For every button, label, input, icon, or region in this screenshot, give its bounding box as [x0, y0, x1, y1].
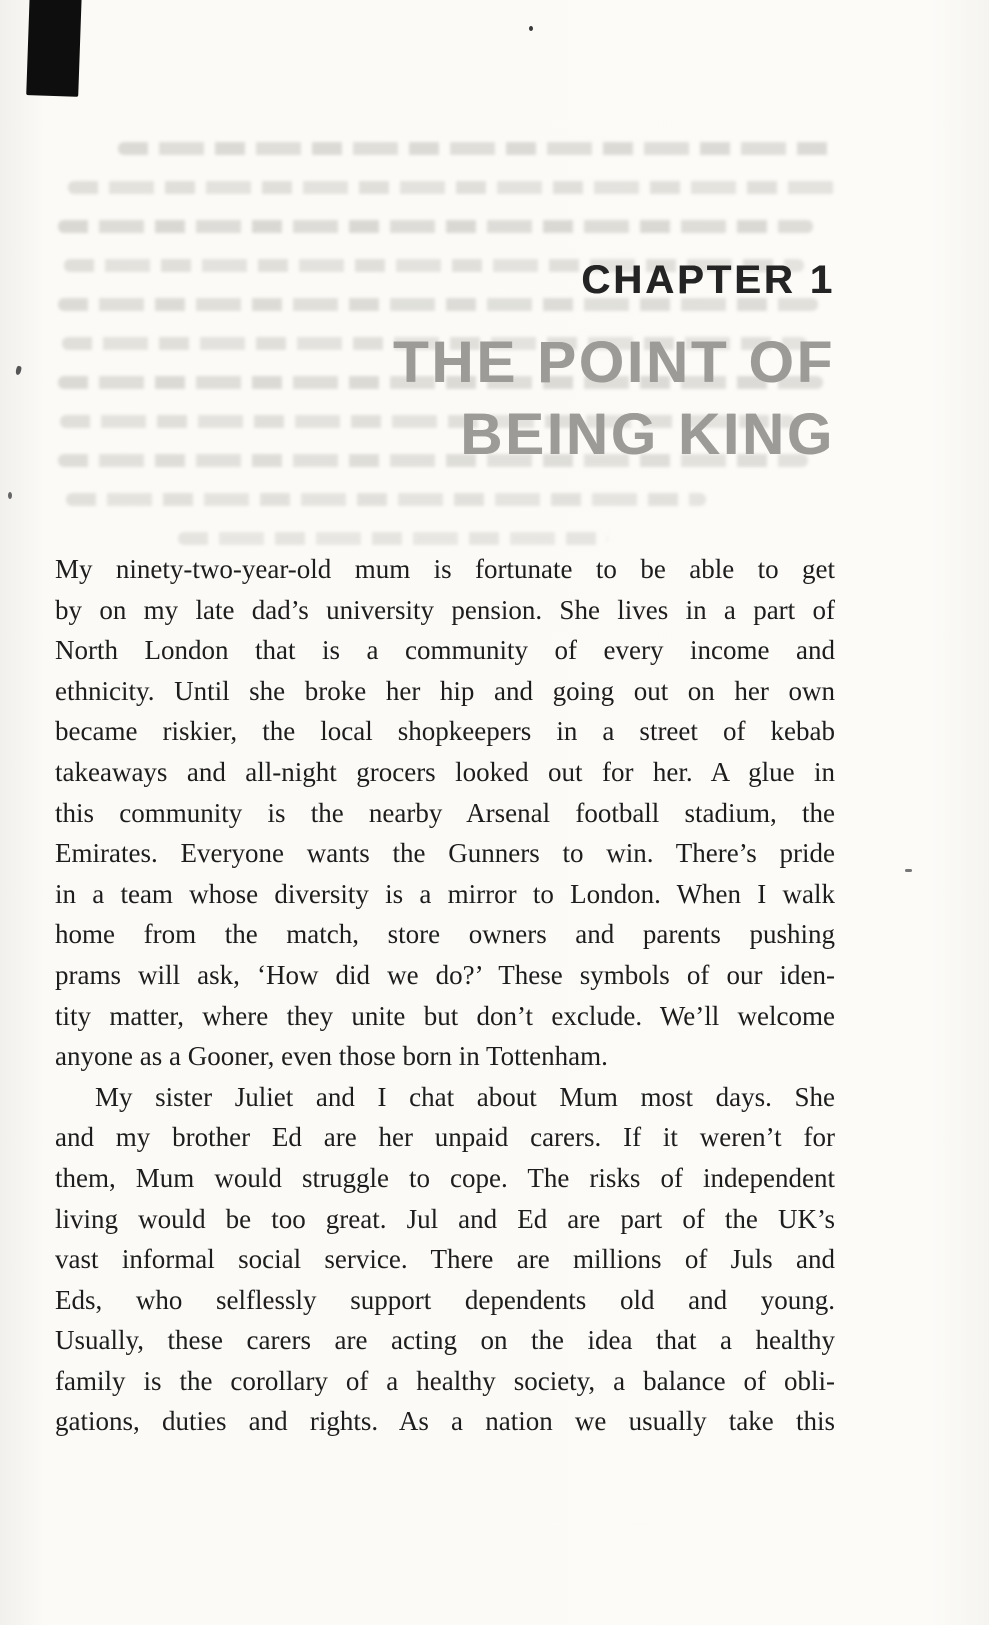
text-line: gations, duties and rights. As a nation we usually take this [55, 1406, 835, 1437]
text-line: takeaways and all-night grocers looked out for her. A glue in [55, 756, 835, 787]
text-line: Emirates. Everyone wants the Gunners to win. There’s pride [55, 838, 835, 869]
text-line: and my brother Ed are her unpaid carers. If it weren’t for [55, 1122, 835, 1153]
chapter-title-line-1: THE POINT OF [393, 330, 835, 395]
body-text [55, 554, 835, 1447]
show-through-line [178, 532, 608, 545]
text-line: this community is the nearby Arsenal football stadium, the [55, 797, 835, 828]
scan-corner-mark [26, 0, 82, 97]
show-through-line [68, 181, 838, 194]
text-line: home from the match, store owners and parents pushing [55, 919, 835, 950]
text-line: ethnicity. Until she broke her hip and going out on her own [55, 675, 835, 706]
text-line: tity matter, where they unite but don’t exclude. We’ll welcome [55, 1000, 835, 1031]
text-line: them, Mum would struggle to cope. The risks of independent [55, 1162, 835, 1193]
text-line: prams will ask, ‘How did we do?’ These symbols of our iden- [55, 959, 835, 990]
scan-speck [905, 869, 912, 872]
chapter-number: CHAPTER 1 [581, 258, 835, 302]
text-line: anyone as a Gooner, even those born in Tottenham. [55, 1041, 608, 1072]
text-line: Usually, these carers are acting on the idea that a healthy [55, 1325, 835, 1356]
text-line: North London that is a community of every income and [55, 635, 835, 666]
text-line: My ninety-two-year-old mum is fortunate to be able to get [55, 554, 835, 584]
scan-speck [529, 26, 533, 31]
text-line: family is the corollary of a healthy society, a balance of obli- [55, 1365, 835, 1396]
show-through-line [58, 220, 813, 233]
text-line: by on my late dad’s university pension. She lives in a part of [55, 594, 835, 625]
text-line: became riskier, the local shopkeepers in a street of kebab [55, 716, 835, 747]
text-line: in a team whose diversity is a mirror to London. When I walk [55, 878, 835, 909]
text-line: My sister Juliet and I chat about Mum most days. She [95, 1081, 835, 1112]
chapter-title-line-2: BEING KING [460, 402, 835, 467]
scan-speck [8, 492, 12, 499]
show-through-line [66, 493, 706, 506]
text-line: vast informal social service. There are millions of Juls and [55, 1244, 835, 1275]
scan-speck [15, 366, 22, 376]
text-line: living would be too great. Jul and Ed are part of the UK’s [55, 1203, 835, 1234]
text-line: Eds, who selflessly support dependents old and young. [55, 1284, 835, 1315]
show-through-line [118, 142, 838, 155]
chapter-heading [55, 258, 835, 471]
